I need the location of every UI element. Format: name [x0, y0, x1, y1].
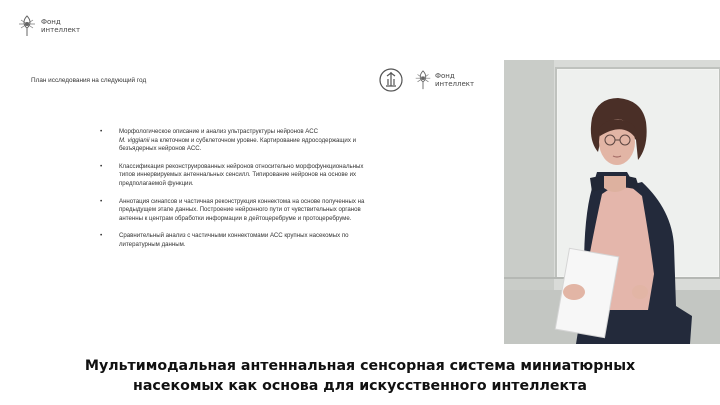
brand-line1: Фонд	[41, 18, 61, 26]
bullet-text: Морфологическое описание и анализ ультраструктуры нейронов АСС	[119, 128, 319, 135]
slide-brand-name	[435, 72, 474, 88]
research-plan-list	[100, 128, 378, 259]
caption-line1: Мультимодальная антеннальная сенсорная система миниатюрных	[84, 357, 636, 374]
university-emblem-icon	[379, 68, 403, 92]
brand-logo	[16, 14, 80, 38]
slide-brand-logo	[413, 68, 474, 92]
caption-line2: насекомых как основа для искусственного интеллекта	[133, 377, 587, 394]
species-name: M. viggianii	[119, 136, 150, 144]
bullet-text: Аннотация синапсов и частичная реконструкция коннектома на основе полученных на предыдущем этапе данных. Построение нейронного пути от чувствительных органов антенны к центрам обработки информации в дейтоцеребруме и протоцеребруме.	[119, 197, 365, 222]
list-item	[100, 198, 378, 224]
brand-line2: интеллект	[41, 26, 81, 34]
slide-brand-line2: интеллект	[435, 80, 475, 88]
speaker-video	[504, 60, 720, 344]
slide-brand-line1: Фонд	[435, 72, 455, 80]
bullet-text: Сравнительный анализ с частичными коннектомами АСС крупных насекомых по литературным данным.	[119, 232, 349, 248]
lecture-caption	[0, 346, 720, 405]
fund-emblem-icon	[16, 14, 38, 38]
list-item	[100, 128, 378, 154]
list-item	[100, 232, 378, 249]
speaker-video-frame	[504, 60, 720, 344]
list-item	[100, 163, 378, 189]
fund-emblem-icon	[413, 68, 433, 92]
bullet-text-cont: на клеточном и субклеточном уровне. Картирование ядросодержащих и безъядерных нейронов АСС.	[119, 136, 356, 153]
bullet-text: Классификация реконструированных нейронов относительно морфофункциональных типов иннервируемых антеннальных сенсилл. Типирование нейронов на основе их предполагаемой функции.	[119, 162, 364, 187]
slide-title: План исследования на следующий год	[31, 77, 147, 84]
slide-logos	[379, 68, 474, 92]
brand-name	[41, 18, 80, 34]
